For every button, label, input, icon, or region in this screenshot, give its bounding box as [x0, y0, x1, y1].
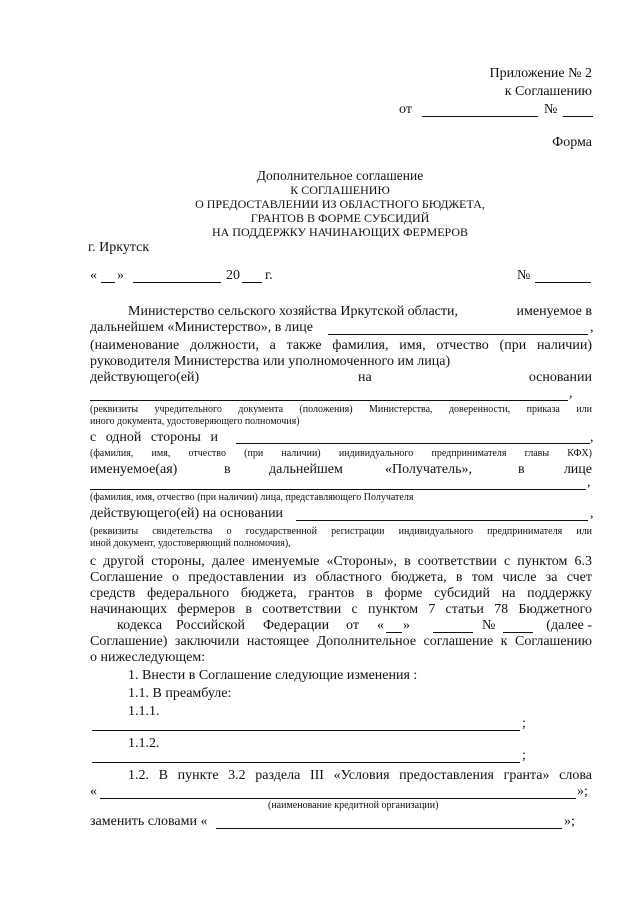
basis-blank — [90, 400, 568, 401]
item-1-1-2: 1.1.2. — [128, 736, 160, 751]
acting-basis-text: действующего(ей) на основании — [90, 506, 284, 521]
note-bank: (наименование кредитной организации) — [268, 800, 439, 811]
named-word-4: «Получатель», — [385, 462, 473, 477]
named-word-6: лице — [563, 462, 592, 477]
p2-l5-word-2: Российской — [176, 618, 245, 633]
p2-l5-word-3: Федерации — [263, 618, 330, 633]
representative-blank — [90, 489, 586, 490]
title-line-4: ГРАНТОВ В ФОРМЕ СУБСИДИЙ — [250, 211, 430, 225]
p2-l5-word-1: кодекса — [117, 618, 163, 633]
recipient-comma: , — [590, 430, 594, 445]
p1-name-blank — [328, 334, 588, 335]
replacement-blank — [216, 828, 562, 829]
note-basis-2: иного документа, удостоверяющего полномочия) — [90, 416, 300, 427]
note-certificate-1: (реквизиты свидетельства о государственной регистрации индивидуального предпринимателя или — [90, 526, 592, 537]
appendix-number-blank — [563, 116, 593, 117]
title-line-1: Дополнительное соглашение — [256, 168, 424, 183]
doc-no-label: № — [517, 268, 531, 283]
date-month-blank — [133, 282, 221, 283]
p2-line7: о нижеследующем: — [90, 650, 206, 665]
form-label: Форма — [552, 135, 592, 150]
item-1-1-2-semicolon: ; — [522, 748, 526, 763]
p2-line4: начинающих фермеров в соответствии с пунктом 7 статьи 78 Бюджетного — [90, 602, 592, 617]
recipient-blank — [236, 443, 590, 444]
p2-l5-tail: (далее - — [546, 618, 592, 633]
named-word-2: в — [224, 462, 231, 477]
doc-no-blank — [535, 282, 591, 283]
date-year-blank — [242, 282, 262, 283]
p2-l5-no-label: № — [482, 618, 496, 633]
representative-comma: , — [587, 475, 591, 490]
date-year-prefix: 20 — [226, 268, 240, 283]
p2-line2: Соглашение о предоставлении из областного бюджета, в том числе за счет — [90, 570, 592, 585]
title-line-5: НА ПОДДЕРЖКУ НАЧИНАЮЩИХ ФЕРМЕРОВ — [211, 225, 469, 239]
item-1-1-1: 1.1.1. — [128, 704, 160, 719]
p2-line3: средств федерального бюджета, грантов в форме субсидий на поддержку — [90, 586, 592, 601]
acting-word-3: основании — [528, 370, 592, 385]
item-1-1-1-blank — [92, 730, 520, 731]
replace-end: »; — [564, 814, 575, 829]
p1-line1-a: Министерство сельского хозяйства Иркутской области, — [128, 304, 458, 319]
title-line-3: О ПРЕДОСТАВЛЕНИИ ИЗ ОБЛАСТНОГО БЮДЖЕТА, — [195, 197, 485, 211]
appendix-no-label: № — [544, 102, 558, 117]
appendix-number: Приложение № 2 — [489, 66, 592, 81]
named-word-5: в — [518, 462, 525, 477]
appendix-to-agreement: к Соглашению — [504, 84, 592, 99]
p2-l5-date-blank — [433, 632, 473, 633]
p2-line1: с другой стороны, далее именуемые «Стороны», в соответствии с пунктом 6.3 — [90, 554, 592, 569]
item-1-1-1-semicolon: ; — [522, 716, 526, 731]
item-1-2: 1.2. В пункте 3.2 раздела III «Условия предоставления гранта» слова — [128, 768, 592, 783]
date-day-blank — [101, 282, 115, 283]
p2-line6: Соглашение) заключили настоящее Дополнительное соглашение к Соглашению — [90, 634, 592, 649]
note-recipient: (фамилия, имя, отчество (при наличии) индивидуального предпринимателя главы КФХ) — [90, 448, 592, 459]
named-word-1: именуемое(ая) — [90, 462, 178, 477]
named-word-3: дальнейшем — [269, 462, 343, 477]
p1-line3: (наименование должности, а также фамилия, имя, отчество (при наличии) — [90, 338, 592, 353]
note-basis-1: (реквизиты учредительного документа (положения) Министерства, доверенности, приказа или — [90, 404, 592, 415]
acting-word-2: на — [358, 370, 372, 385]
appendix-from-label: от — [399, 102, 412, 117]
note-representative: (фамилия, имя, отчество (при наличии) лица, представляющего Получателя — [90, 492, 414, 503]
item-1-2-open-quote: « — [90, 784, 97, 799]
bank-name-blank — [100, 798, 576, 799]
date-close-quote: » — [117, 268, 124, 283]
acting-word-1: действующего(ей) — [90, 370, 200, 385]
title-line-2: К СОГЛАШЕНИЮ — [290, 183, 390, 197]
certificate-comma: , — [590, 506, 594, 521]
p2-l5-open-quote: « — [377, 618, 384, 633]
item-1-1: 1.1. В преамбуле: — [128, 686, 232, 701]
p2-l5-day-blank — [386, 632, 402, 633]
p1-comma: , — [590, 320, 594, 335]
replace-with-text: заменить словами « — [90, 814, 208, 829]
date-year-suffix: г. — [265, 268, 273, 283]
p1-line1-b: именуемое в — [516, 304, 592, 319]
item-1-1-2-blank — [92, 762, 520, 763]
item-1-2-close-quote: »; — [577, 784, 588, 799]
p1-line4: руководителя Министерства или уполномоченного им лица) — [90, 354, 451, 369]
p2-l5-word-4: от — [346, 618, 359, 633]
p1-line2: дальнейшем «Министерство», в лице — [90, 320, 313, 335]
p2-l5-number-blank — [503, 632, 533, 633]
note-certificate-2: иной документ, удостоверяющий полномочия), — [90, 538, 291, 549]
appendix-date-blank — [422, 116, 538, 117]
date-open-quote: « — [90, 268, 97, 283]
city: г. Иркутск — [88, 240, 150, 255]
item-1: 1. Внести в Соглашение следующие изменения : — [128, 668, 418, 683]
basis-comma: , — [569, 386, 573, 401]
one-side-text: с одной стороны и — [90, 430, 218, 445]
p2-l5-close-quote: » — [403, 618, 410, 633]
certificate-blank — [296, 520, 588, 521]
